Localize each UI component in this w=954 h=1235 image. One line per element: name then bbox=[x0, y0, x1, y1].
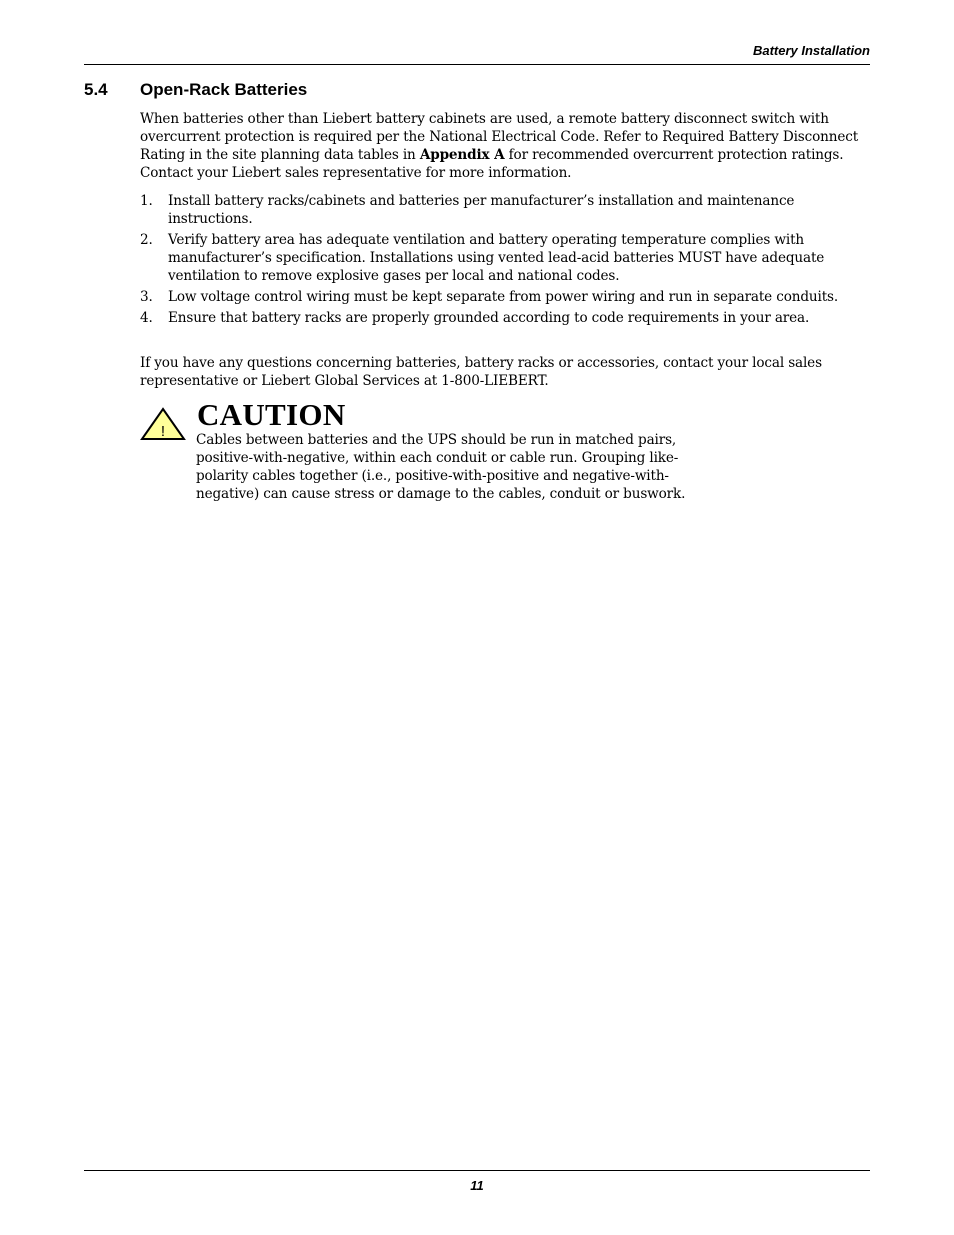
warning-exclamation: ! bbox=[160, 423, 166, 440]
step-number: 3. bbox=[140, 289, 153, 305]
page-footer bbox=[84, 1170, 870, 1195]
section-heading bbox=[84, 79, 307, 101]
list-item bbox=[140, 288, 872, 306]
section-title: Open-Rack Batteries bbox=[140, 80, 308, 99]
intro-paragraph bbox=[140, 110, 872, 182]
section-number: 5.4 bbox=[84, 80, 108, 99]
step-text: Verify battery area has adequate ventilation and battery operating temperature complies with manufacturer’s specification. Installations using vented lead-acid batteries MUST have adequate ventilation to remove explosive gases per local and national codes. bbox=[168, 232, 825, 284]
intro-text-after: for recommended overcurrent protection ratings. Contact your Liebert sales representative for more information. bbox=[140, 147, 844, 181]
page-header bbox=[84, 42, 870, 65]
warning-triangle-icon bbox=[140, 407, 186, 441]
caution-text: Cables between batteries and the UPS should be run in matched pairs, positive-with-negative, within each conduit or cable run. Grouping like-polarity cables together (i.e., positive-with-positive and negative-with-negative) can cause stress or damage to the cables, conduit or buswork. bbox=[196, 432, 686, 502]
list-item bbox=[140, 231, 872, 285]
step-text: Ensure that battery racks are properly grounded according to code requirements in your area. bbox=[168, 310, 810, 326]
list-item bbox=[140, 192, 872, 228]
step-number: 4. bbox=[140, 310, 153, 326]
intro-text-before: When batteries other than Liebert battery cabinets are used, a remote battery disconnect switch with overcurrent protection is required per the National Electrical Code. Refer to Required Battery Disconnect Rating in the site planning data tables in bbox=[140, 111, 859, 163]
running-title: Battery Installation bbox=[752, 43, 870, 58]
step-text: Install battery racks/cabinets and batteries per manufacturer’s installation and maintenance instructions. bbox=[168, 193, 795, 227]
caution-body bbox=[196, 431, 716, 503]
step-text: Low voltage control wiring must be kept separate from power wiring and run in separate conduits. bbox=[168, 289, 839, 305]
closing-paragraph bbox=[140, 354, 872, 390]
step-number: 2. bbox=[140, 232, 153, 248]
list-item bbox=[140, 309, 872, 327]
installation-steps bbox=[140, 192, 872, 330]
page-number: 11 bbox=[470, 1178, 484, 1193]
step-number: 1. bbox=[140, 193, 153, 209]
caution-title: CAUTION bbox=[197, 397, 346, 432]
appendix-reference: Appendix A bbox=[419, 147, 505, 163]
closing-text: If you have any questions concerning batteries, battery racks or accessories, contact your local sales representative or Liebert Global Services at 1-800-LIEBERT. bbox=[140, 355, 822, 389]
